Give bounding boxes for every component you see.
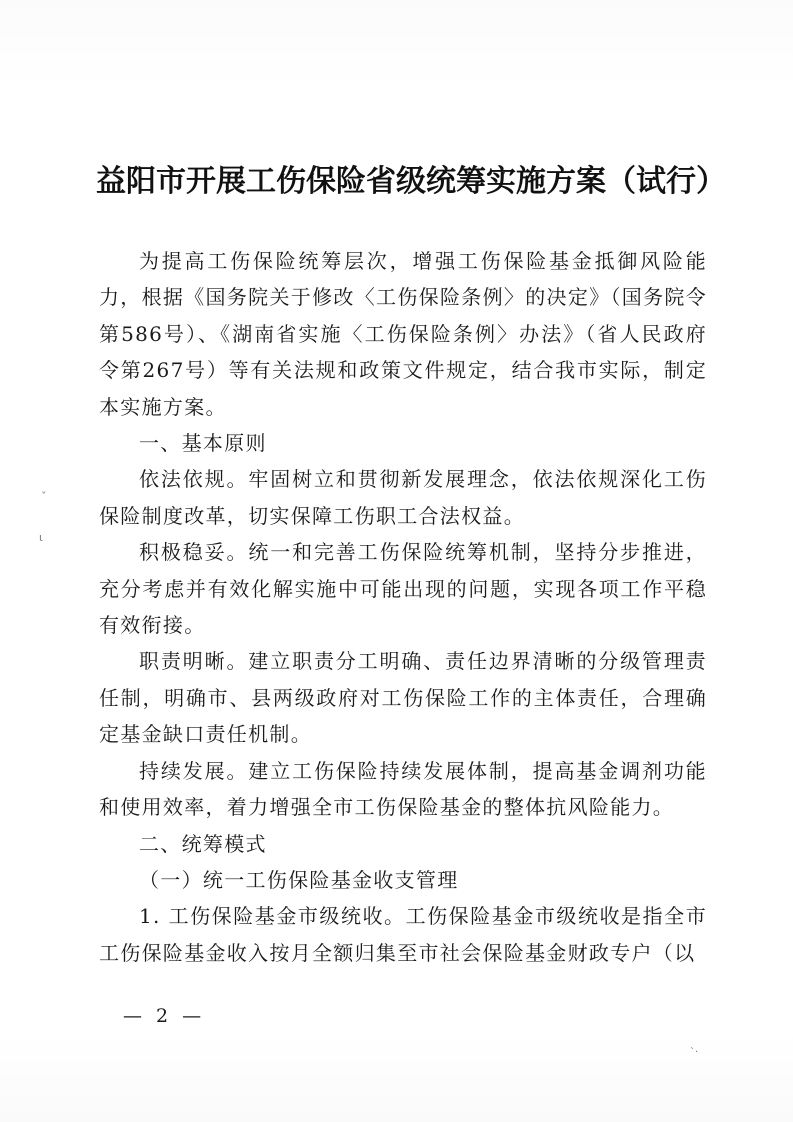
paragraph-steady: 积极稳妥。统一和完善工伤保险统筹机制，坚持分步推进，充分考虑并有效化解实施中可能出现的问题，实现各项工作平稳有效衔接。 bbox=[99, 540, 707, 638]
paragraph-intro: 为提高工伤保险统筹层次，增强工伤保险基金抵御风险能力，根据《国务院关于修改〈工伤保险条例〉的决定》（国务院令第586号）、《湖南省实施〈工伤保险条例〉办法》（省人民政府令第267号）等有关法规和政策文件规定，结合我市实际，制定本实施方案。 bbox=[99, 249, 707, 419]
section-heading-basic-principles: 一、基本原则 bbox=[139, 431, 267, 456]
paragraph-responsibility: 职责明晰。建立职责分工明确、责任边界清晰的分级管理责任制，明确市、县两级政府对工伤保险工作的主体责任，合理确定基金缺口责任机制。 bbox=[99, 649, 707, 747]
scan-speck: ˇ bbox=[41, 490, 47, 503]
page-number: — 2 — bbox=[123, 1005, 206, 1027]
section-heading-pooling-mode: 二、统筹模式 bbox=[139, 831, 267, 856]
paragraph-sustainable: 持续发展。建立工伤保险持续发展体制，提高基金调剂功能和使用效率，着力增强全市工伤保险基金的整体抗风险能力。 bbox=[99, 758, 707, 820]
paragraph-city-collection: 1. 工伤保险基金市级统收。工伤保险基金市级统收是指全市工伤保险基金收入按月全额归集至市社会保险基金财政专户（以 bbox=[99, 904, 707, 965]
scan-speck: ˋ· bbox=[690, 1047, 699, 1058]
document-body bbox=[99, 243, 707, 971]
document-title: 益阳市开展工伤保险省级统筹实施方案（试行） bbox=[96, 164, 726, 199]
subsection-heading-fund-management: （一）统一工伤保险基金收支管理 bbox=[139, 867, 459, 892]
paragraph-lawful: 依法依规。牢固树立和贯彻新发展理念，依法依规深化工伤保险制度改革，切实保障工伤职工合法权益。 bbox=[99, 467, 707, 528]
scan-speck: ɩ bbox=[39, 531, 43, 544]
